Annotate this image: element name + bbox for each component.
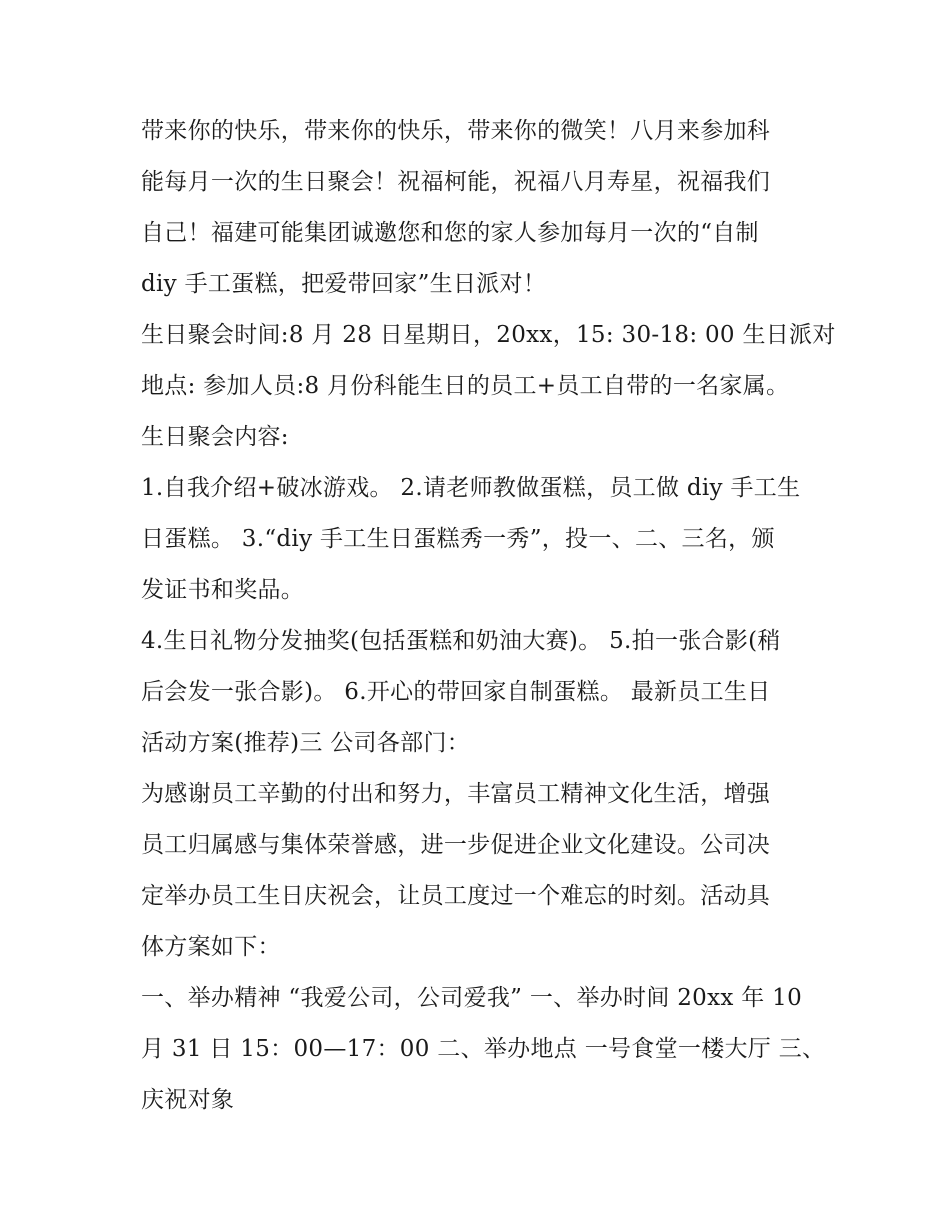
text-line: 月 31 日 15：00—17：00 二、举办地点 一号食堂一楼大厅 三、 bbox=[141, 1036, 826, 1062]
text-line: 1.自我介绍+破冰游戏。 2.请老师教做蛋糕，员工做 diy 手工生 bbox=[141, 475, 801, 501]
text-line: 带来你的快乐，带来你的快乐，带来你的微笑！八月来参加科 bbox=[141, 118, 771, 144]
text-line: 自己！福建可能集团诚邀您和您的家人参加每月一次的“自制 bbox=[141, 220, 759, 246]
text-line: 发证书和奖品。 bbox=[141, 577, 305, 603]
text-line: 体方案如下： bbox=[141, 934, 281, 960]
text-line: 活动方案(推荐)三 公司各部门： bbox=[141, 730, 471, 756]
text-line: 定举办员工生日庆祝会，让员工度过一个难忘的时刻。活动具 bbox=[141, 883, 771, 909]
text-line: 能每月一次的生日聚会！祝福柯能，祝福八月寿星，祝福我们 bbox=[141, 169, 771, 195]
text-line: 生日聚会时间:8 月 28 日星期日，20xx，15: 30-18: 00 生日派对 bbox=[141, 322, 836, 348]
text-line: 地点: 参加人员:8 月份科能生日的员工+员工自带的一名家属。 bbox=[141, 373, 790, 399]
text-line: 庆祝对象 bbox=[141, 1087, 235, 1113]
text-line: diy 手工蛋糕，把爱带回家”生日派对！ bbox=[141, 271, 547, 297]
text-line: 4.生日礼物分发抽奖(包括蛋糕和奶油大赛)。 5.拍一张合影(稍 bbox=[141, 628, 781, 654]
text-line: 员工归属感与集体荣誉感，进一步促进企业文化建设。公司决 bbox=[141, 832, 771, 858]
document-body bbox=[141, 106, 836, 1126]
text-line: 为感谢员工辛勤的付出和努力，丰富员工精神文化生活，增强 bbox=[141, 781, 771, 807]
text-line: 生日聚会内容: bbox=[141, 424, 289, 450]
text-line: 后会发一张合影)。 6.开心的带回家自制蛋糕。 最新员工生日 bbox=[141, 679, 771, 705]
text-line: 一、举办精神 “我爱公司，公司爱我” 一、举办时间 20xx 年 10 bbox=[141, 985, 803, 1011]
text-line: 日蛋糕。 3.“diy 手工生日蛋糕秀一秀”，投一、二、三名，颁 bbox=[141, 526, 775, 552]
